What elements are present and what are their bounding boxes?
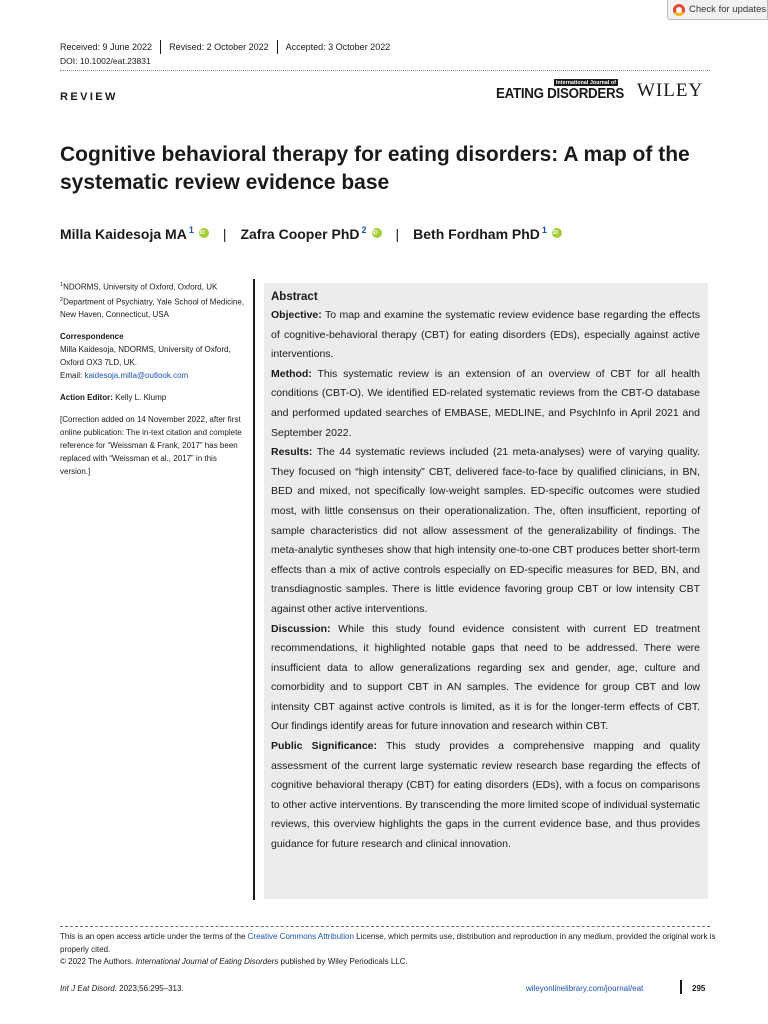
affiliation-text: Department of Psychiatry, Yale School of Medicine, New Haven, Connecticut, USA <box>60 297 245 320</box>
author-affiliation-marker: 2 <box>361 225 367 235</box>
date-separator <box>277 40 278 54</box>
license-statement: This is an open access article under the terms of the Creative Commons Attribution License, which permits use, distribution and reproduction in any medium, provided the original work is properly cited. <box>60 932 716 954</box>
correspondence-address: Milla Kaidesoja, NDORMS, University of Oxford, Oxford OX3 7LD, UK. <box>60 345 231 368</box>
author-separator: | <box>222 226 227 242</box>
affiliation-marker: 1 <box>60 282 64 288</box>
date-separator <box>160 40 161 54</box>
author-name: Beth Fordham PhD <box>413 226 540 242</box>
abstract-results: Results: The 44 systematic reviews included (21 meta-analyses) were of varying quality. They focused on “high intensity” CBT, delivered face-to-face by qualified clinicians, in BN, BED and mixed, not specifically low-weight samples. ED-specific outcomes were studied most, with little consensus on their operationalization. The, often insufficient, reporting of sample characteristics did not allow assessment of the generalizability of findings. The meta-analytic syntheses show that high intensity one-to-one CBT produces better short-term effects than a mix of active controls especially on ED-specific measures for BED, BN, and transdiagnostic samples. There is little evidence favoring group CBT or low intensity CBT against other active interventions. <box>271 446 700 615</box>
journal-url-link[interactable]: wileyonlinelibrary.com/journal/eat <box>526 984 644 993</box>
received-date: Received: 9 June 2022 <box>60 42 153 52</box>
sidebar-divider <box>253 279 255 900</box>
author-name: Zafra Cooper PhD <box>240 226 360 242</box>
author-separator: | <box>395 226 400 242</box>
affiliation <box>60 279 245 294</box>
abstract-heading: Abstract <box>271 291 318 303</box>
header-divider <box>60 70 710 71</box>
action-editor: Action Editor: Kelly L. Klump <box>60 393 167 403</box>
journal-logo-small-text: International Journal of <box>556 79 617 86</box>
article-sidebar <box>60 279 245 478</box>
journal-citation: Int J Eat Disord. 2023;56:295–313. <box>60 984 184 993</box>
author-name: Milla Kaidesoja MA <box>60 226 187 242</box>
author-list <box>60 226 562 242</box>
orcid-icon[interactable] <box>199 228 209 238</box>
journal-logo: EATING DISORDERS <box>496 86 625 102</box>
affiliation-text: NDORMS, University of Oxford, Oxford, UK <box>63 282 218 292</box>
license-footnote <box>60 931 720 969</box>
section-label: REVIEW <box>60 91 118 103</box>
cc-license-link[interactable]: Creative Commons Attribution <box>247 932 354 941</box>
check-for-updates-badge[interactable] <box>667 0 768 20</box>
footer-divider <box>60 926 710 927</box>
abstract-discussion: Discussion: While this study found evidence consistent with current ED treatment recommendations, it highlighted notable gaps that need to be addressed. There were insufficient data to allow generalizations regarding sex and gender, age, culture and comorbidity and to support CBT in AN samples. The evidence for group CBT and low intensity CBT against active controls is limited, as it is for the longer-term effects of CBT. Our findings identify areas for future innovation and research within CBT. <box>271 622 700 733</box>
check-for-updates-label: Check for updates <box>689 4 767 15</box>
correction-note: [Correction added on 14 November 2022, after first online publication: The in-text citation and complete reference for “Weissman & Frank, 2017” has been replaced with “Weissman et al., 2017” in this version.] <box>60 415 242 477</box>
revised-date: Revised: 2 October 2022 <box>169 42 269 52</box>
affiliation <box>60 294 245 322</box>
author-affiliation-marker: 1 <box>188 225 194 235</box>
page-number-divider <box>680 980 682 994</box>
publisher-logo: WILEY <box>637 80 704 101</box>
abstract-method: Method: This systematic review is an extension of an overview of CBT for all health conditions (CBT-O). We identified ED-related systematic reviews from the CBT-O database and performed updated searches of EMBASE, MEDLINE, and PsychInfo in April 2021 and September 2022. <box>271 367 700 439</box>
orcid-icon[interactable] <box>552 228 562 238</box>
accepted-date: Accepted: 3 October 2022 <box>285 42 391 52</box>
abstract <box>271 288 700 855</box>
affiliation-marker: 2 <box>60 296 64 303</box>
abstract-public-significance: Public Significance: This study provides a comprehensive mapping and quality assessment of the current large systematic review research base regarding the effects of cognitive behavioral therapy (CBT) for eating disorders (EDs), with a focus on comparisons to other active interventions. By transcending the more limited scope of individual systematic reviews, this overview highlights the gaps in the current evidence base, and thus provides guidance for future research and clinical innovation. <box>271 740 700 851</box>
copyright: © 2022 The Authors. International Journal of Eating Disorders published by Wiley Periodicals LLC. <box>60 957 408 966</box>
email-link[interactable]: kaidesoja.milla@outlook.com <box>84 371 189 381</box>
update-check-icon <box>673 4 685 16</box>
orcid-icon[interactable] <box>372 228 382 238</box>
page-number: 295 <box>692 984 706 993</box>
correspondence-heading: Correspondence <box>60 332 124 342</box>
article-title: Cognitive behavioral therapy for eating disorders: A map of the systematic review evidence base <box>60 143 690 194</box>
author-affiliation-marker: 1 <box>541 225 547 235</box>
abstract-objective: Objective: To map and examine the systematic review evidence base regarding the effects of cognitive-behavioral therapy (CBT) for eating disorders (EDs), especially against active interventions. <box>271 309 700 361</box>
doi: DOI: 10.1002/eat.23831 <box>60 56 151 66</box>
correspondence-email: Email: kaidesoja.milla@outlook.com <box>60 371 189 381</box>
history-dates <box>60 40 390 54</box>
